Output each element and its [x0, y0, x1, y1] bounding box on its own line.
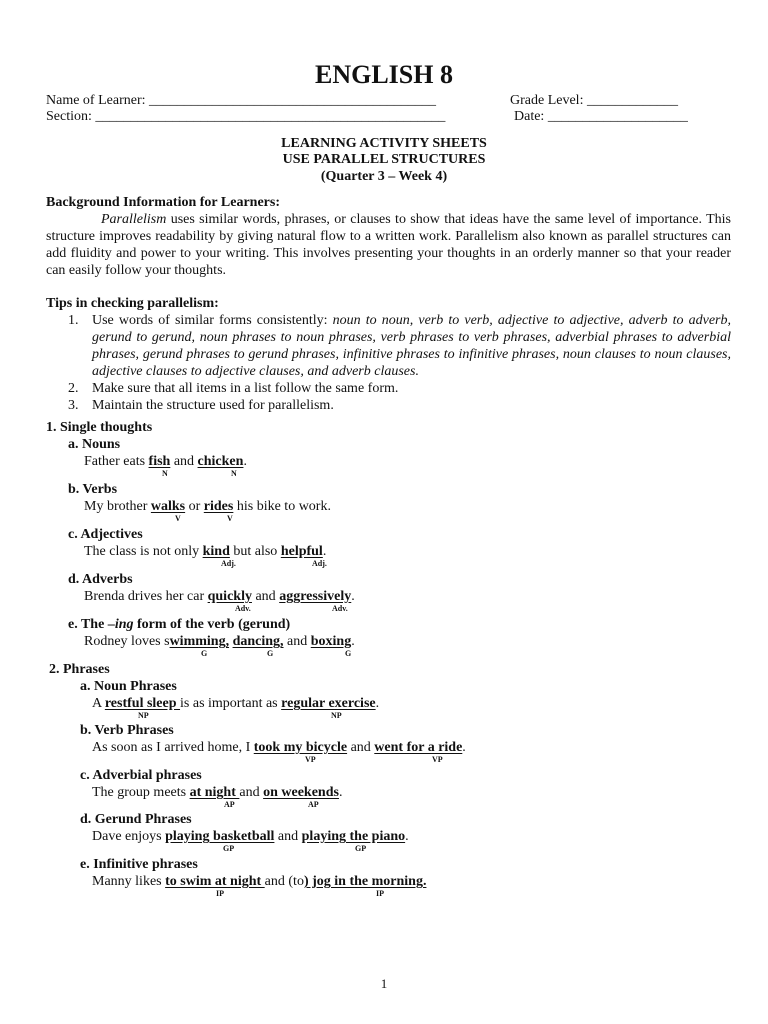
name-blank: _________________________________________: [149, 93, 436, 108]
grade-label: Grade Level:: [510, 93, 584, 108]
verb-phrases-label-1: VP: [305, 755, 316, 764]
sheet-title-1: LEARNING ACTIVITY SHEETS: [281, 136, 487, 151]
list-item: 3. Maintain the structure used for parallelism.: [68, 398, 334, 413]
adjectives-label-2: Adj.: [312, 559, 327, 568]
infinitive-phrases-label-2: IP: [376, 889, 384, 898]
adverbial-phrases-example: The group meets at night and on weekends.: [92, 785, 343, 800]
verbs-example: My brother walks or rides his bike to work.: [84, 499, 331, 514]
verbs-heading: b. Verbs: [68, 482, 118, 497]
infinitive-phrases-example: Manny likes to swim at night and (to) jog in the morning.: [92, 874, 427, 889]
name-label: Name of Learner:: [46, 93, 146, 108]
adverbs-label-1: Adv.: [235, 604, 251, 613]
adverbial-phrases-label-1: AP: [224, 800, 235, 809]
infinitive-phrases-heading: e. Infinitive phrases: [80, 857, 198, 872]
adverbial-phrases-heading: c. Adverbial phrases: [80, 768, 202, 783]
adverbs-heading: d. Adverbs: [68, 572, 133, 587]
date-field: [514, 108, 688, 125]
nouns-label-1: N: [162, 469, 168, 478]
sheet-title-2: USE PARALLEL STRUCTURES: [282, 152, 486, 167]
page-number: 1: [380, 976, 388, 991]
phrases-heading: 2. Phrases: [49, 662, 110, 677]
verb-phrases-example: As soon as I arrived home, I took my bicycle and went for a ride.: [92, 740, 466, 755]
section-label: Section:: [46, 109, 92, 124]
tips-heading: Tips in checking parallelism:: [46, 296, 219, 311]
nouns-label-2: N: [231, 469, 237, 478]
date-label: Date:: [514, 109, 545, 124]
nouns-heading: a. Nouns: [68, 437, 121, 452]
noun-phrases-example: A restful sleep is as important as regular exercise.: [92, 696, 380, 711]
gerund-phrases-label-2: GP: [355, 844, 367, 853]
adverbial-phrases-label-2: AP: [308, 800, 319, 809]
grade-blank: _____________: [586, 93, 678, 108]
tips-list: [46, 312, 731, 414]
list-item: 2. Make sure that all items in a list follow the same form.: [68, 381, 399, 396]
background-heading: Background Information for Learners:: [46, 195, 280, 210]
noun-phrases-label-2: NP: [331, 711, 342, 720]
nouns-example: Father eats fish and chicken.: [84, 454, 247, 469]
gerund-label-1: G: [201, 649, 208, 658]
verbs-label-1: V: [175, 514, 181, 523]
single-thoughts-heading: 1. Single thoughts: [46, 420, 153, 435]
noun-phrases-heading: a. Noun Phrases: [80, 679, 177, 694]
background-term: Parallelism: [101, 212, 167, 227]
verbs-label-2: V: [227, 514, 233, 523]
adverbs-label-2: Adv.: [332, 604, 348, 613]
gerund-heading: e. The –ing form of the verb (gerund): [68, 617, 291, 632]
adjectives-example: The class is not only kind but also helpful.: [84, 544, 327, 559]
adjectives-label-1: Adj.: [221, 559, 236, 568]
section-blank: __________________________________________________: [95, 109, 446, 124]
sheet-title-3: (Quarter 3 – Week 4): [320, 169, 448, 184]
gerund-phrases-heading: d. Gerund Phrases: [80, 812, 192, 827]
gerund-phrases-example: Dave enjoys playing basketball and playing the piano.: [92, 829, 409, 844]
name-field: [46, 92, 436, 109]
background-paragraph: [46, 211, 731, 279]
date-blank: ____________________: [547, 109, 688, 124]
adverbs-example: Brenda drives her car quickly and aggressively.: [84, 589, 355, 604]
gerund-label-3: G: [345, 649, 352, 658]
adjectives-heading: c. Adjectives: [68, 527, 143, 542]
verb-phrases-heading: b. Verb Phrases: [80, 723, 174, 738]
gerund-label-2: G: [267, 649, 274, 658]
background-text: uses similar words, phrases, or clauses to show that ideas have the same level of importance. This structure improves readability by giving natural flow to a written work. Parallelism also known as parallel structures can add fluidity and power to your writing. This involves presenting your thoughts in an orderly manner so that your reader can easily follow your thoughts.: [46, 212, 731, 278]
noun-phrases-label-1: NP: [138, 711, 149, 720]
verb-phrases-label-2: VP: [432, 755, 443, 764]
infinitive-phrases-label-1: IP: [216, 889, 224, 898]
gerund-example: Rodney loves swimming, dancing, and boxing.: [84, 634, 355, 649]
gerund-phrases-label-1: GP: [223, 844, 235, 853]
section-field: [46, 108, 445, 125]
page-title: ENGLISH 8: [315, 60, 453, 89]
list-item: 1. Use words of similar forms consistently: noun to noun, verb to verb, adjective to adjective, adverb to adverb, gerund to gerund, noun phrases to noun phrases, verb phrases to verb phrases, adverbial phrases to adverbial phrases, gerund phrases to gerund phrases, infinitive phrases to infinitive phrases, noun clauses to noun clauses, adjective clauses to adjective clauses, and adverb clauses.: [68, 313, 731, 379]
grade-field: [510, 92, 678, 109]
